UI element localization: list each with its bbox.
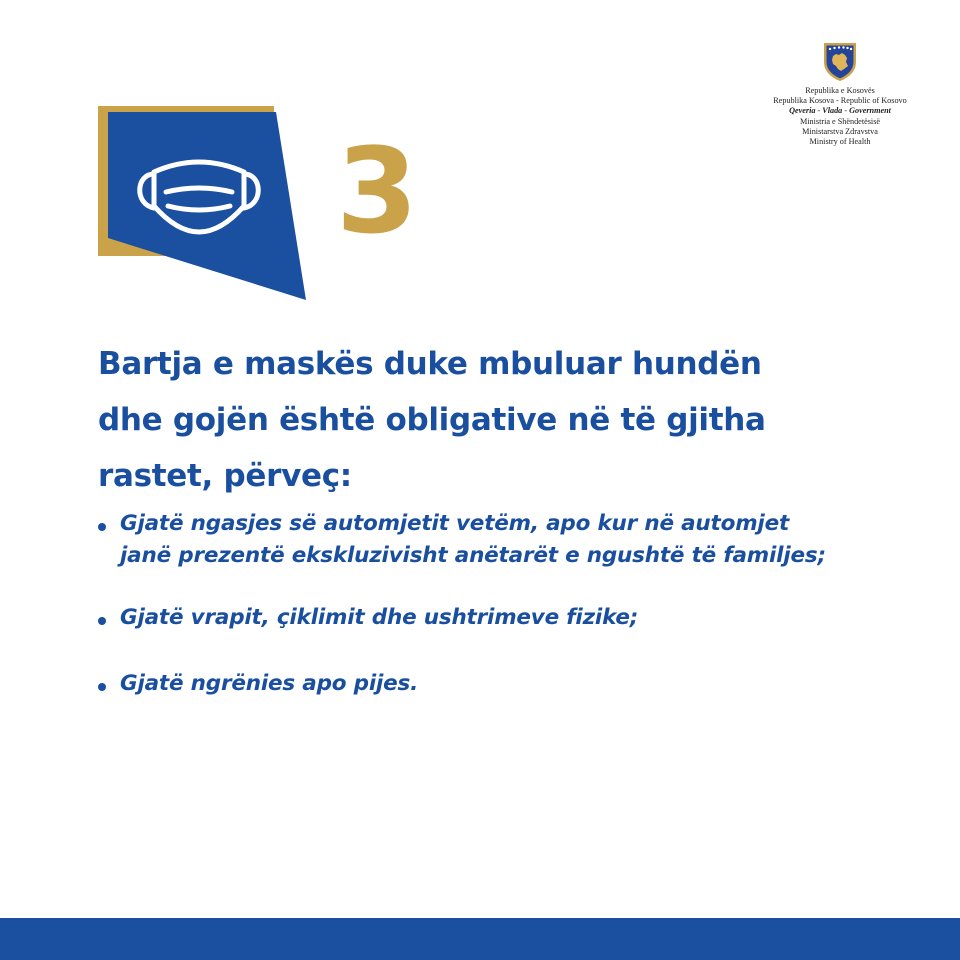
list-item-text: Gjatë vrapit, çiklimit dhe ushtrimeve fizike; xyxy=(120,605,639,630)
emblem-line: Ministria e Shëndetësisë xyxy=(799,116,881,126)
list-item xyxy=(98,602,938,634)
bullet-icon xyxy=(98,683,106,691)
ministry-name xyxy=(760,86,920,147)
title-line: dhe gojën është obligative në të gjitha xyxy=(98,402,766,438)
list-item-text: janë prezentë ekskluzivisht anëtarët e ngushtë të familjes; xyxy=(120,543,826,568)
emblem-line: Qeveria - Vlada - Government xyxy=(789,106,891,116)
list-item-text: Gjatë ngasjes së automjetit vetëm, apo kur në automjet xyxy=(120,511,790,536)
emblem-line: Ministry of Health xyxy=(809,137,871,147)
coat-of-arms-icon xyxy=(821,40,859,82)
ministry-emblem xyxy=(760,40,920,147)
page-title xyxy=(98,336,898,504)
emblem-line: Ministarstva Zdravstva xyxy=(802,126,878,136)
bullet-icon xyxy=(98,617,106,625)
face-mask-icon xyxy=(96,104,310,304)
footer-band xyxy=(0,918,960,960)
blue-panel xyxy=(108,112,306,300)
step-number: 3 xyxy=(336,122,419,260)
title-line: rastet, përveç: xyxy=(98,458,352,494)
list-item xyxy=(98,668,938,700)
title-line: Bartja e maskës duke mbuluar hundën xyxy=(98,346,762,382)
list-item xyxy=(98,508,938,572)
emblem-line: Republika Kosova - Republic of Kosovo xyxy=(773,96,907,106)
emblem-line: Republika e Kosovës xyxy=(805,86,875,95)
list-item-text: Gjatë ngrënies apo pijes. xyxy=(120,671,419,696)
bullet-icon xyxy=(98,523,106,531)
exceptions-list xyxy=(98,508,938,700)
